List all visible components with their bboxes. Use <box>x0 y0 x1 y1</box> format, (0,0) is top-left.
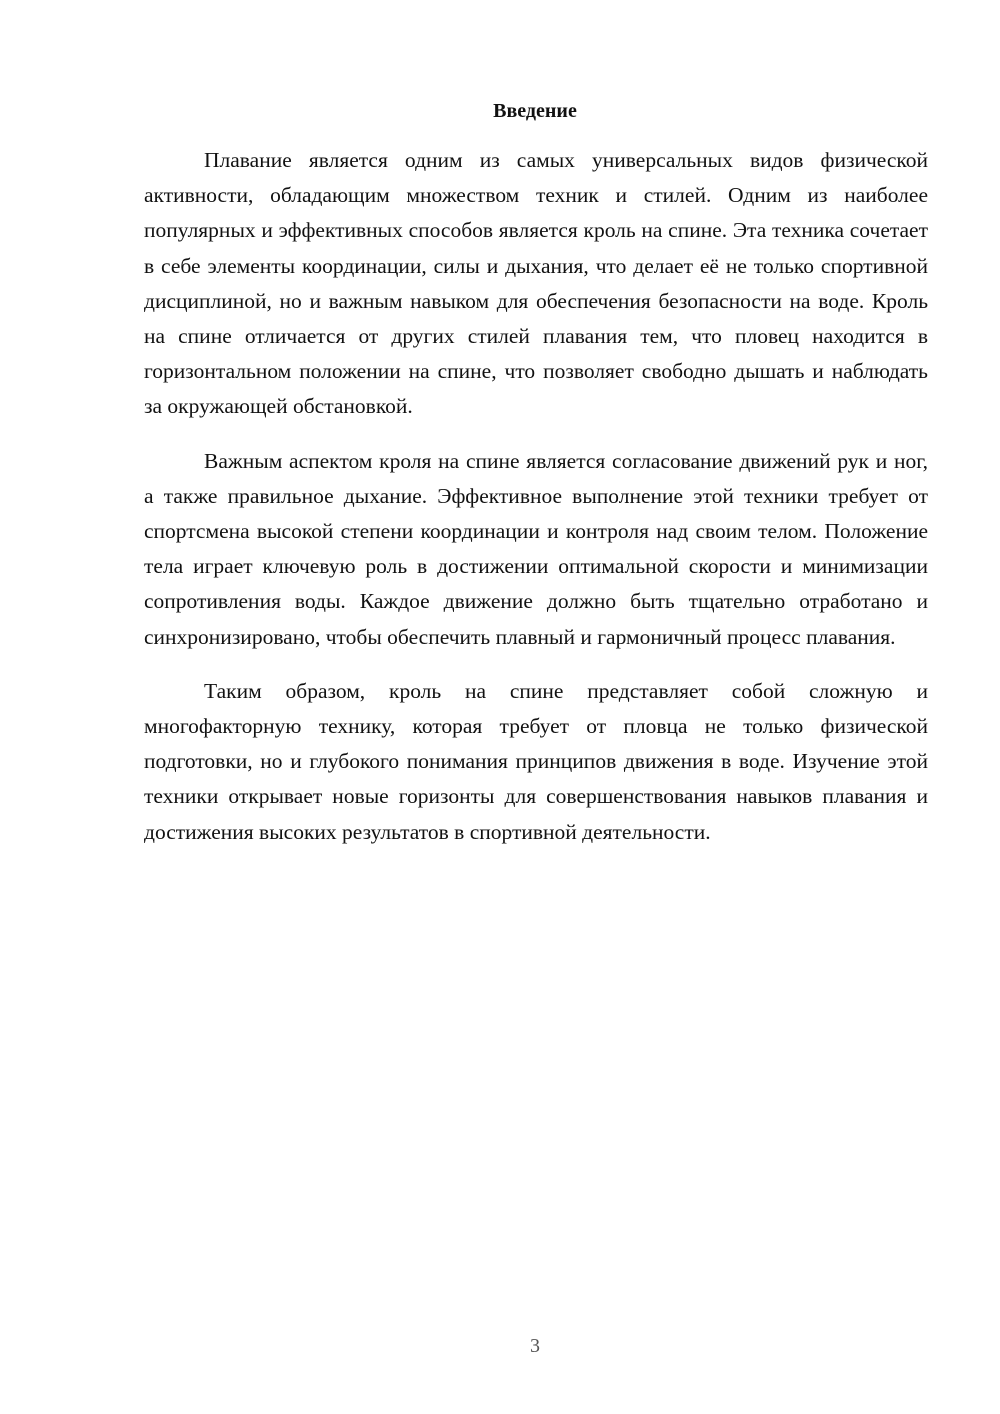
paragraph-2: Важным аспектом кроля на спине является согласование движений рук и ног, а также правильное дыхание. Эффективное выполнение этой техники требует от спортсмена высокой степени координации и контроля над своим телом. Положение тела играет ключевую роль в достижении оптимальной скорости и минимизации сопротивления воды. Каждое движение должно быть тщательно отработано и синхронизировано, чтобы обеспечить плавный и гармоничный процесс плавания. <box>144 448 928 649</box>
page-title: Введение <box>493 100 577 122</box>
document-body <box>144 143 928 850</box>
paragraph-1: Плавание является одним из самых универсальных видов физической активности, обладающим множеством техник и стилей. Одним из наиболее популярных и эффективных способов является кроль на спине. Эта техника сочетает в себе элементы координации, силы и дыхания, что делает её не только спортивной дисциплиной, но и важным навыком для обеспечения безопасности на воде. Кроль на спине отличается от других стилей плавания тем, что пловец находится в горизонтальном положении на спине, что позволяет свободно дышать и наблюдать за окружающей обстановкой. <box>144 148 928 419</box>
paragraph-3: Таким образом, кроль на спине представляет собой сложную и многофакторную технику, которая требует от пловца не только физической подготовки, но и глубокого понимания принципов движения в воде. Изучение этой техники открывает новые горизонты для совершенствования навыков плавания и достижения высоких результатов в спортивной деятельности. <box>144 678 928 844</box>
page-number: 3 <box>530 1335 540 1357</box>
